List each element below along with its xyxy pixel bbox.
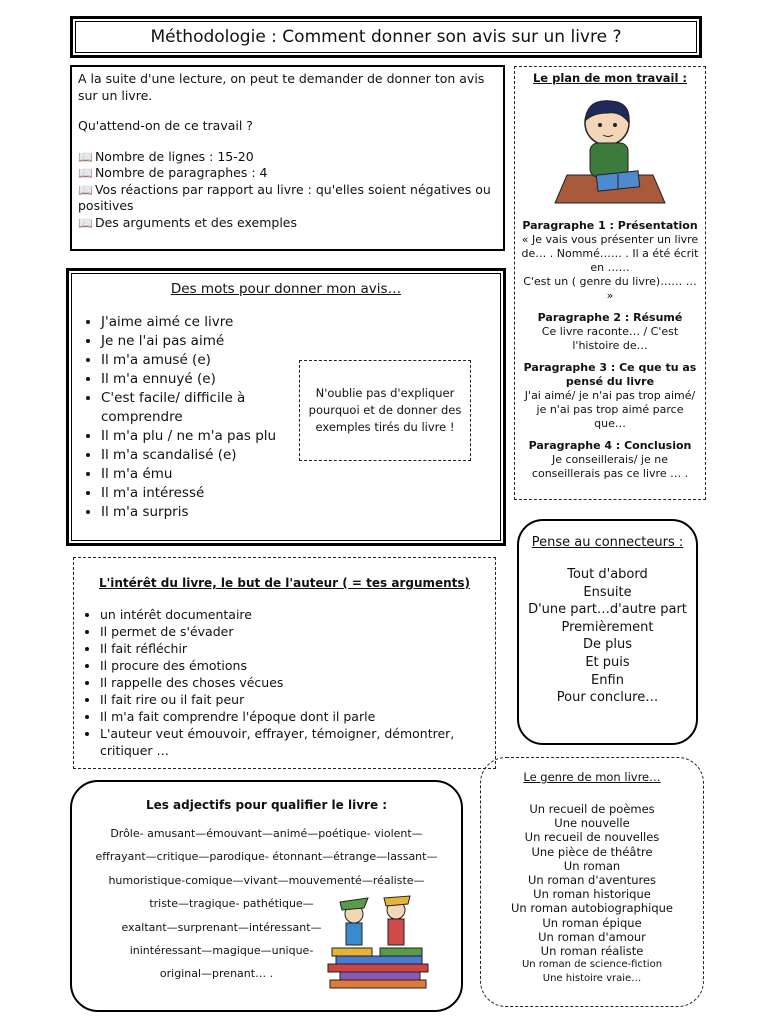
plan-p3-title: Paragraphe 3 : Ce que tu as pensé du livre	[523, 361, 697, 388]
boy-reading-illustration	[535, 93, 685, 211]
plan-p2-title: Paragraphe 2 : Résumé	[537, 311, 683, 324]
adjectifs-line: exaltant—surprenant—intéressant—	[121, 920, 322, 934]
intro-box	[70, 65, 505, 251]
list-item: • Il fait réfléchir	[100, 640, 495, 657]
plan-p4-text: Je conseillerais/ je ne conseillerais pas ce livre … .	[531, 453, 689, 480]
list-item: • Il m'a intéressé	[101, 484, 301, 503]
list-item: Ensuite	[583, 584, 632, 600]
list-item: • J'aime aimé ce livre	[101, 313, 301, 332]
list-item: • Il m'a surpris	[101, 503, 301, 522]
intro-text: A la suite d'une lecture, on peut te demander de donner ton avis sur un livre.	[78, 71, 485, 103]
list-item: • Il m'a scandalisé (e)	[101, 446, 301, 465]
plan-box	[514, 66, 706, 500]
mots-list	[69, 313, 301, 522]
adjectifs-line: triste—tragique- pathétique—	[149, 897, 314, 911]
interet-list	[74, 606, 495, 759]
genre-list	[481, 802, 703, 987]
list-item: D'une part…d'autre part	[528, 602, 687, 618]
list-item: Tout d'abord	[567, 567, 648, 582]
list-item: 📖 Des arguments et des exemples	[78, 214, 298, 230]
plan-title: Le plan de mon travail :	[532, 71, 688, 85]
connecteurs-box	[517, 519, 698, 745]
adjectifs-line: original—prenant… .	[159, 967, 274, 981]
plan-p2-text: Ce livre raconte… / C'est l'histoire de…	[541, 325, 679, 352]
list-item: • C'est facile/ difficile à comprendre	[101, 389, 301, 427]
plan-p1-title: Paragraphe 1 : Présentation	[522, 219, 698, 232]
adjectifs-title: Les adjectifs pour qualifier le livre :	[145, 798, 388, 812]
reminder-note-text: N'oublie pas d'expliquer pourquoi et de donner des exemples tirés du livre !	[308, 386, 462, 434]
list-item: Enfin	[591, 672, 624, 688]
list-item: Un roman d'amour	[538, 929, 646, 944]
page-title	[70, 16, 702, 58]
mots-title: Des mots pour donner mon avis…	[170, 281, 402, 297]
list-item: Premièrement	[561, 619, 654, 635]
list-item: Un roman de science-fiction	[521, 959, 663, 971]
interet-title: L'intérêt du livre, le but de l'auteur ( = tes arguments)	[98, 576, 471, 590]
list-item: Un roman autobiographique	[511, 901, 673, 916]
genre-box	[480, 757, 704, 1007]
adjectifs-line: inintéressant—magique—unique-	[129, 944, 314, 958]
adjectifs-line: effrayant—critique—parodique- étonnant—étrange—lassant—	[95, 850, 438, 864]
list-item: • Il procure des émotions	[100, 657, 495, 674]
list-item: • un intérêt documentaire	[100, 606, 495, 623]
intro-list	[78, 149, 497, 232]
list-item: Une histoire vraie…	[542, 973, 642, 985]
list-item: 📖 Nombre de paragraphes : 4	[78, 165, 268, 180]
plan-p4-title: Paragraphe 4 : Conclusion	[528, 439, 692, 452]
list-item: Un recueil de poèmes	[529, 802, 655, 816]
reminder-note	[299, 360, 471, 461]
plan-p1-text: « Je vais vous présenter un livre de… . Nommé…… . Il a été écrit en ……	[521, 233, 699, 274]
connecteurs-title: Pense au connecteurs :	[531, 535, 684, 550]
adjectifs-line: Drôle- amusant—émouvant—animé—poétique- violent—	[110, 827, 423, 840]
connecteurs-list	[519, 566, 696, 707]
list-item: • Il m'a amusé (e)	[101, 351, 301, 370]
list-item: • Il rappelle des choses vécues	[100, 674, 495, 691]
list-item: Un recueil de nouvelles	[524, 830, 660, 845]
list-item: 📖 Vos réactions par rapport au livre : qu'elles soient négatives ou positives	[78, 181, 491, 213]
list-item: • Il permet de s'évader	[100, 623, 495, 640]
book-icon: 📖	[78, 182, 93, 197]
list-item: De plus	[582, 637, 633, 653]
list-item: • Il m'a ému	[101, 465, 301, 484]
list-item: • L'auteur veut émouvoir, effrayer, témoigner, démontrer, critiquer …	[100, 725, 495, 759]
list-item: Un roman d'aventures	[527, 873, 657, 888]
list-item: • Je ne l'ai pas aimé	[101, 332, 301, 351]
list-item: Un roman historique	[533, 887, 651, 902]
kids-books-illustration	[318, 894, 438, 994]
book-icon: 📖	[78, 166, 93, 180]
list-item: 📖 Nombre de lignes : 15-20	[78, 148, 254, 164]
genre-title: Le genre de mon livre…	[523, 770, 661, 784]
book-icon: 📖	[78, 149, 93, 164]
page-title-text: Méthodologie : Comment donner son avis sur un livre ?	[150, 27, 622, 47]
list-item: Une nouvelle	[554, 816, 630, 831]
plan-p3-text: J'ai aimé/ je n'ai pas trop aimé/ je n'ai pas trop aimé parce que…	[524, 389, 696, 430]
intro-question: Qu'attend-on de ce travail ?	[78, 118, 253, 133]
list-item: Un roman	[563, 858, 621, 873]
book-icon: 📖	[78, 215, 93, 230]
list-item: • Il m'a fait comprendre l'époque dont il parle	[100, 708, 495, 725]
list-item: Un roman réaliste	[540, 944, 644, 959]
list-item: Pour conclure…	[556, 690, 659, 706]
list-item: • Il m'a plu / ne m'a pas plu	[101, 427, 301, 446]
interet-box	[73, 557, 496, 769]
list-item: • Il fait rire ou il fait peur	[100, 691, 495, 708]
adjectifs-box	[70, 780, 463, 1012]
list-item: • Il m'a ennuyé (e)	[101, 370, 301, 389]
list-item: Et puis	[585, 654, 630, 670]
list-item: Une pièce de théâtre	[531, 844, 653, 859]
adjectifs-line: humoristique-comique—vivant—mouvementé—réaliste—	[108, 873, 425, 887]
plan-p1-text2: C'est un ( genre du livre)…… … »	[523, 275, 697, 302]
list-item: Un roman épique	[542, 915, 642, 930]
